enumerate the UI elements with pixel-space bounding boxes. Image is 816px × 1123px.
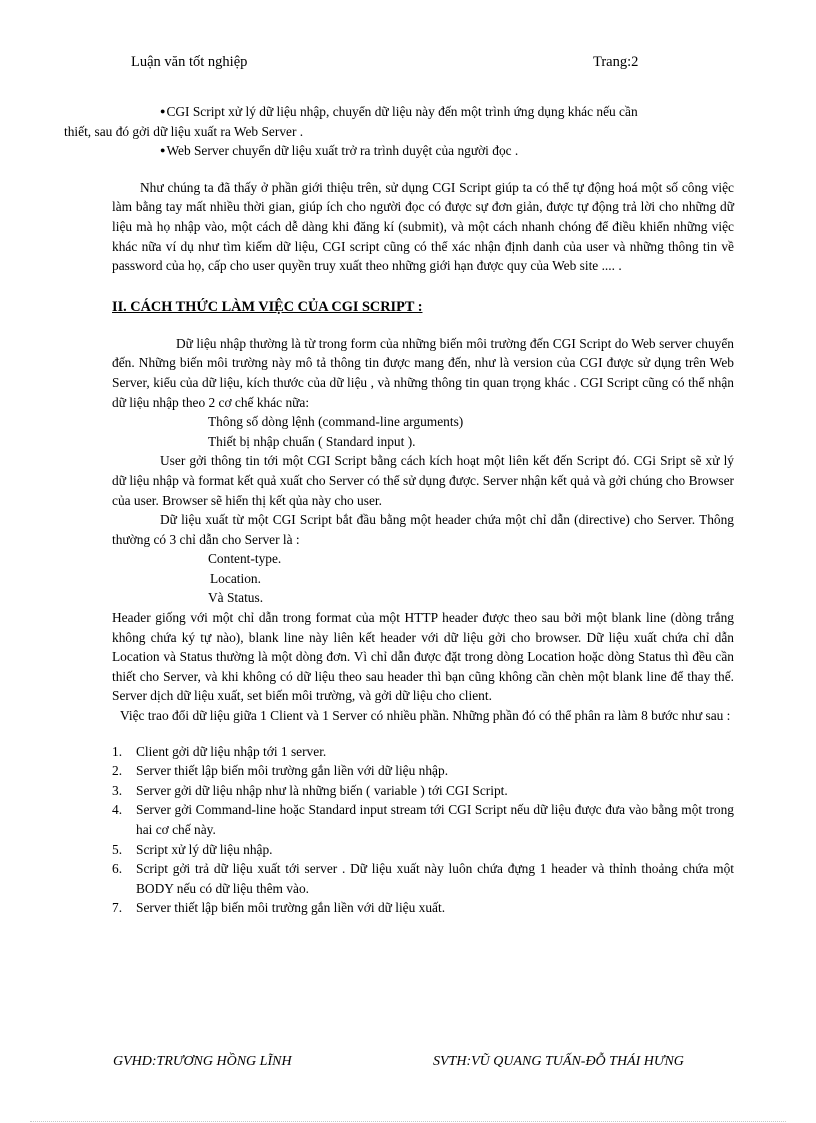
intro-paragraph: Như chúng ta đã thấy ở phần giới thiệu trên, sử dụng CGI Script giúp ta có thể tự động hoá một số công việc làm bằng tay mất nhiều thời gian, giúp ích cho người đọc có được sự đơn giản, được tự động trả lời cho những dữ liệu mà họ nhập vào, một cách dễ dàng khi đăng kí (submit), và một cách nhanh chóng để điều khiển những việc khác nữa ví dụ như tìm kiếm dữ liệu, CGI script cũng có thể xác nhận định danh của user và những thông tin về password của họ, cấp cho user quyền truy xuất theo những giới hạn được quy của Web site .... .: [112, 179, 734, 274]
bullet-item: [112, 141, 734, 161]
steps-list: [112, 742, 734, 918]
section-paragraph: Dữ liệu nhập thường là từ trong form của những biến môi trường đến CGI Script do Web server chuyển đến. Những biến môi trường này mô tả thông tin được mang đến, như là version của CGI được sử dụng trên Web Server, kiểu của dữ liệu, kích thước của dữ liệu , và những thông tin quan trọng khác . CGI Script cũng có thể nhận dữ liệu nhập theo 2 cơ chế khác nữa:: [112, 335, 734, 410]
header-title: Luận văn tốt nghiệp: [131, 54, 248, 70]
bullet-text: CGI Script xử lý dữ liệu nhập, chuyển dữ liệu này đến một trình ứng dụng khác nếu cần: [166, 104, 638, 119]
bullet-text-cont: thiết, sau đó gởi dữ liệu xuất ra Web Server .: [64, 123, 304, 139]
footer-advisor: GVHD:TRƯƠNG HỒNG LĨNH: [113, 1054, 292, 1069]
bullet-text: Web Server chuyển dữ liệu xuất trở ra trình duyệt của người đọc .: [166, 143, 519, 159]
bullet-dot-icon: ●: [160, 106, 166, 116]
output-paragraph: Dữ liệu xuất từ một CGI Script bắt đầu bằng một header chứa một chỉ dẫn (directive) cho Server. Thông thường có 3 chỉ dẫn cho Server là :: [112, 512, 734, 547]
header-page-number: Trang:2: [593, 54, 639, 70]
exchange-paragraph: Việc trao đổi dữ liệu giữa 1 Client và 1 Server có nhiều phần. Những phần đó có thể phân ra làm 8 bước như sau :: [120, 708, 731, 724]
directive-item: Và Status.: [208, 590, 264, 606]
list-item: 1. Client gởi dữ liệu nhập tới 1 server.: [112, 743, 327, 759]
user-paragraph: User gởi thông tin tới một CGI Script bằng cách kích hoạt một liên kết đến Script đó. CGi Sript sẽ xử lý dữ liệu nhập và format kết quả xuất cho Server có thể sử dụng được. Server nhận kết quả và gởi chúng cho Browser của user. Browser sẽ hiển thị kết qủa này cho user.: [112, 453, 734, 508]
section-heading: II. CÁCH THỨC LÀM VIỆC CỦA CGI SCRIPT :: [112, 298, 423, 315]
list-item: 3. Server gởi dữ liệu nhập như là những biến ( variable ) tới CGI Script.: [112, 782, 508, 798]
list-item: 5. Script xử lý dữ liệu nhập.: [112, 841, 273, 857]
directive-item: Location.: [210, 570, 261, 586]
input-mechanism-item: Thông số dòng lệnh (command-line arguments): [208, 414, 464, 430]
bullet-item: [64, 102, 734, 141]
bullet-dot-icon: ●: [160, 145, 166, 156]
list-item: 4. Server gởi Command-line hoặc Standard input stream tới CGI Script nếu dữ liệu được đưa vào bằng một trong hai cơ chế này.: [112, 802, 734, 837]
directive-item: Content-type.: [208, 551, 282, 567]
list-item: 6. Script gởi trả dữ liệu xuất tới server . Dữ liệu xuất này luôn chứa đựng 1 header và thỉnh thoảng chứa một BODY nếu có dữ liệu thêm vào.: [112, 861, 734, 896]
list-item: 2. Server thiết lập biến môi trường gắn liền với dữ liệu nhập.: [112, 763, 449, 779]
input-mechanism-item: Thiết bị nhập chuẩn ( Standard input ).: [208, 433, 416, 449]
page-divider: [30, 1121, 786, 1122]
document-body: [64, 102, 734, 918]
list-item: 7. Server thiết lập biến môi trường gắn liền với dữ liệu xuất.: [112, 900, 446, 916]
header-paragraph: Header giống với một chỉ dẫn trong format của một HTTP header được theo sau bởi một blank line (dòng trắng không chứa ký tự nào), blank line này liên kết header với dữ liệu gởi cho browser. Dữ liệu xuất chứa chỉ dẫn Location và Status thường là một dòng đơn. Vì chỉ dẫn được đặt trong dòng Location hoặc dòng Status thì đều cần thiết cho Server, và khi không có dữ liệu theo sau header thì bạn cũng không cần chèn một blank line để thay thế. Server dịch dữ liệu xuất, set biến môi trường, và gởi dữ liệu cho client.: [112, 610, 734, 704]
footer-students: SVTH:VŨ QUANG TUẤN-ĐỖ THÁI HƯNG: [433, 1054, 684, 1069]
